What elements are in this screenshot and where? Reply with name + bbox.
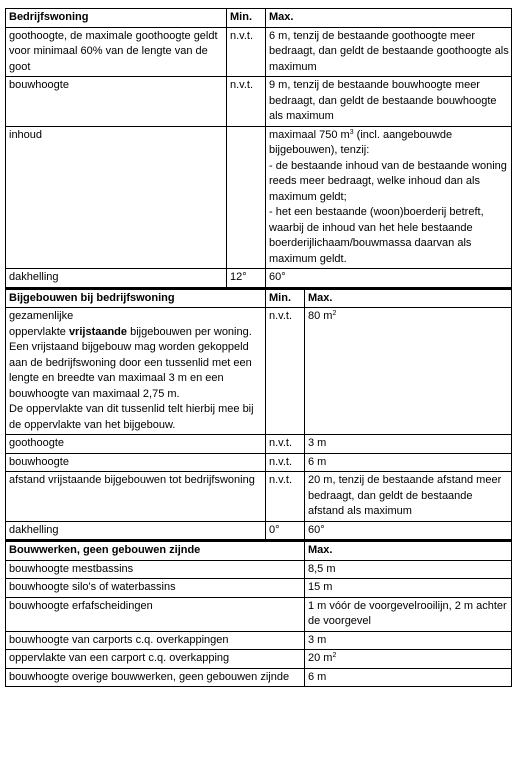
max-superscript: 3 xyxy=(349,128,354,136)
max-text-prefix: maximaal 750 m xyxy=(269,128,350,141)
row-max xyxy=(266,126,512,269)
regulation-tables xyxy=(5,8,511,687)
row-min: n.v.t. xyxy=(266,308,305,435)
header-max: Max. xyxy=(305,541,512,560)
table-row xyxy=(6,631,512,650)
row-max: 15 m xyxy=(305,579,512,598)
header-label: Bijgebouwen bij bedrijfswoning xyxy=(6,289,266,308)
row-label xyxy=(6,308,266,435)
row-max: 3 m xyxy=(305,435,512,454)
row-label: bouwhoogte overige bouwwerken, geen gebouwen zijnde xyxy=(6,668,305,687)
row-max: 3 m xyxy=(305,631,512,650)
row-max: 9 m, tenzij de bestaande bouwhoogte meer bedraagt, dan geldt de bestaande bouwhoogte als maximum xyxy=(266,77,512,127)
header-label: Bouwwerken, geen gebouwen zijnde xyxy=(6,541,305,560)
max-text-suffix: (incl. aangebouwde bijgebouwen), tenzij: - de bestaande inhoud van de bestaande woning reeds meer bedraagt, welke inhoud dan als maximum geldt; - het een bestaande (woon)boerderij betreft, waarbij de inhoud van het hele bestaande boerderijlichaam/bouwmassa daarvan als maximum geldt. xyxy=(269,128,507,265)
row-min: n.v.t. xyxy=(266,453,305,472)
row-min: 12° xyxy=(227,269,266,288)
table-row xyxy=(6,597,512,631)
row-max: 60° xyxy=(305,521,512,540)
max-text-prefix: 80 m xyxy=(308,310,333,322)
row-min: n.v.t. xyxy=(227,27,266,77)
row-min: 0° xyxy=(266,521,305,540)
row-label: bouwhoogte van carports c.q. overkappingen xyxy=(6,631,305,650)
table-row xyxy=(6,668,512,687)
table-row xyxy=(6,472,512,522)
header-max: Max. xyxy=(266,9,512,28)
table-header-row xyxy=(6,289,512,308)
row-max: 6 m, tenzij de bestaande goothoogte meer bedraagt, dan geldt de bestaande goothoogte als maximum xyxy=(266,27,512,77)
row-max: 20 m, tenzij de bestaande afstand meer bedraagt, dan geldt de bestaande afstand als maximum xyxy=(305,472,512,522)
row-max: 6 m xyxy=(305,668,512,687)
table-row xyxy=(6,308,512,435)
row-min: n.v.t. xyxy=(266,435,305,454)
table-row xyxy=(6,560,512,579)
table-row xyxy=(6,269,512,288)
row-label: dakhelling xyxy=(6,269,227,288)
row-label: bouwhoogte xyxy=(6,453,266,472)
row-label: bouwhoogte xyxy=(6,77,227,127)
table-header-row xyxy=(6,9,512,28)
table-bedrijfswoning xyxy=(5,8,512,288)
label-text-a: gezamenlijke oppervlakte xyxy=(9,310,74,338)
row-max: 1 m vóór de voorgevelrooilijn, 2 m achter de voorgevel xyxy=(305,597,512,631)
row-label: goothoogte xyxy=(6,435,266,454)
row-max: 60° xyxy=(266,269,512,288)
row-min xyxy=(227,126,266,269)
table-row xyxy=(6,27,512,77)
table-row xyxy=(6,650,512,669)
label-text-bold: vrijstaande xyxy=(68,325,128,338)
table-bouwwerken xyxy=(5,540,512,687)
max-text-prefix: 20 m xyxy=(308,652,333,664)
row-max: 8,5 m xyxy=(305,560,512,579)
row-label: inhoud xyxy=(6,126,227,269)
header-label: Bedrijfswoning xyxy=(6,9,227,28)
label-text-b: bijgebouwen per woning. Een vrijstaand bijgebouw mag worden gekoppeld aan de bedrijfswoning door een tussenlid met een lengte en breedte van maximaal 3 m en een bouwhoogte van maximaal 2,75 m. De oppervlakte van dit tussenlid telt hierbij mee bij de oppervlakte van het bijgebouw. xyxy=(9,325,254,431)
table-row xyxy=(6,126,512,269)
table-row xyxy=(6,435,512,454)
max-superscript: 2 xyxy=(332,310,337,317)
row-label: oppervlakte van een carport c.q. overkapping xyxy=(6,650,305,669)
row-max: 6 m xyxy=(305,453,512,472)
header-min: Min. xyxy=(266,289,305,308)
row-label: bouwhoogte mestbassins xyxy=(6,560,305,579)
row-min: n.v.t. xyxy=(266,472,305,522)
table-row xyxy=(6,579,512,598)
row-label: bouwhoogte erfafscheidingen xyxy=(6,597,305,631)
row-label: bouwhoogte silo's of waterbassins xyxy=(6,579,305,598)
row-min: n.v.t. xyxy=(227,77,266,127)
max-superscript: 2 xyxy=(332,652,337,659)
row-max xyxy=(305,308,512,435)
table-header-row xyxy=(6,541,512,560)
table-bijgebouwen xyxy=(5,288,512,541)
header-max: Max. xyxy=(305,289,512,308)
row-label: afstand vrijstaande bijgebouwen tot bedrijfswoning xyxy=(6,472,266,522)
table-row xyxy=(6,453,512,472)
row-max xyxy=(305,650,512,669)
row-label: dakhelling xyxy=(6,521,266,540)
table-row xyxy=(6,77,512,127)
row-label: goothoogte, de maximale goothoogte geldt voor minimaal 60% van de lengte van de goot xyxy=(6,27,227,77)
header-min: Min. xyxy=(227,9,266,28)
table-row xyxy=(6,521,512,540)
